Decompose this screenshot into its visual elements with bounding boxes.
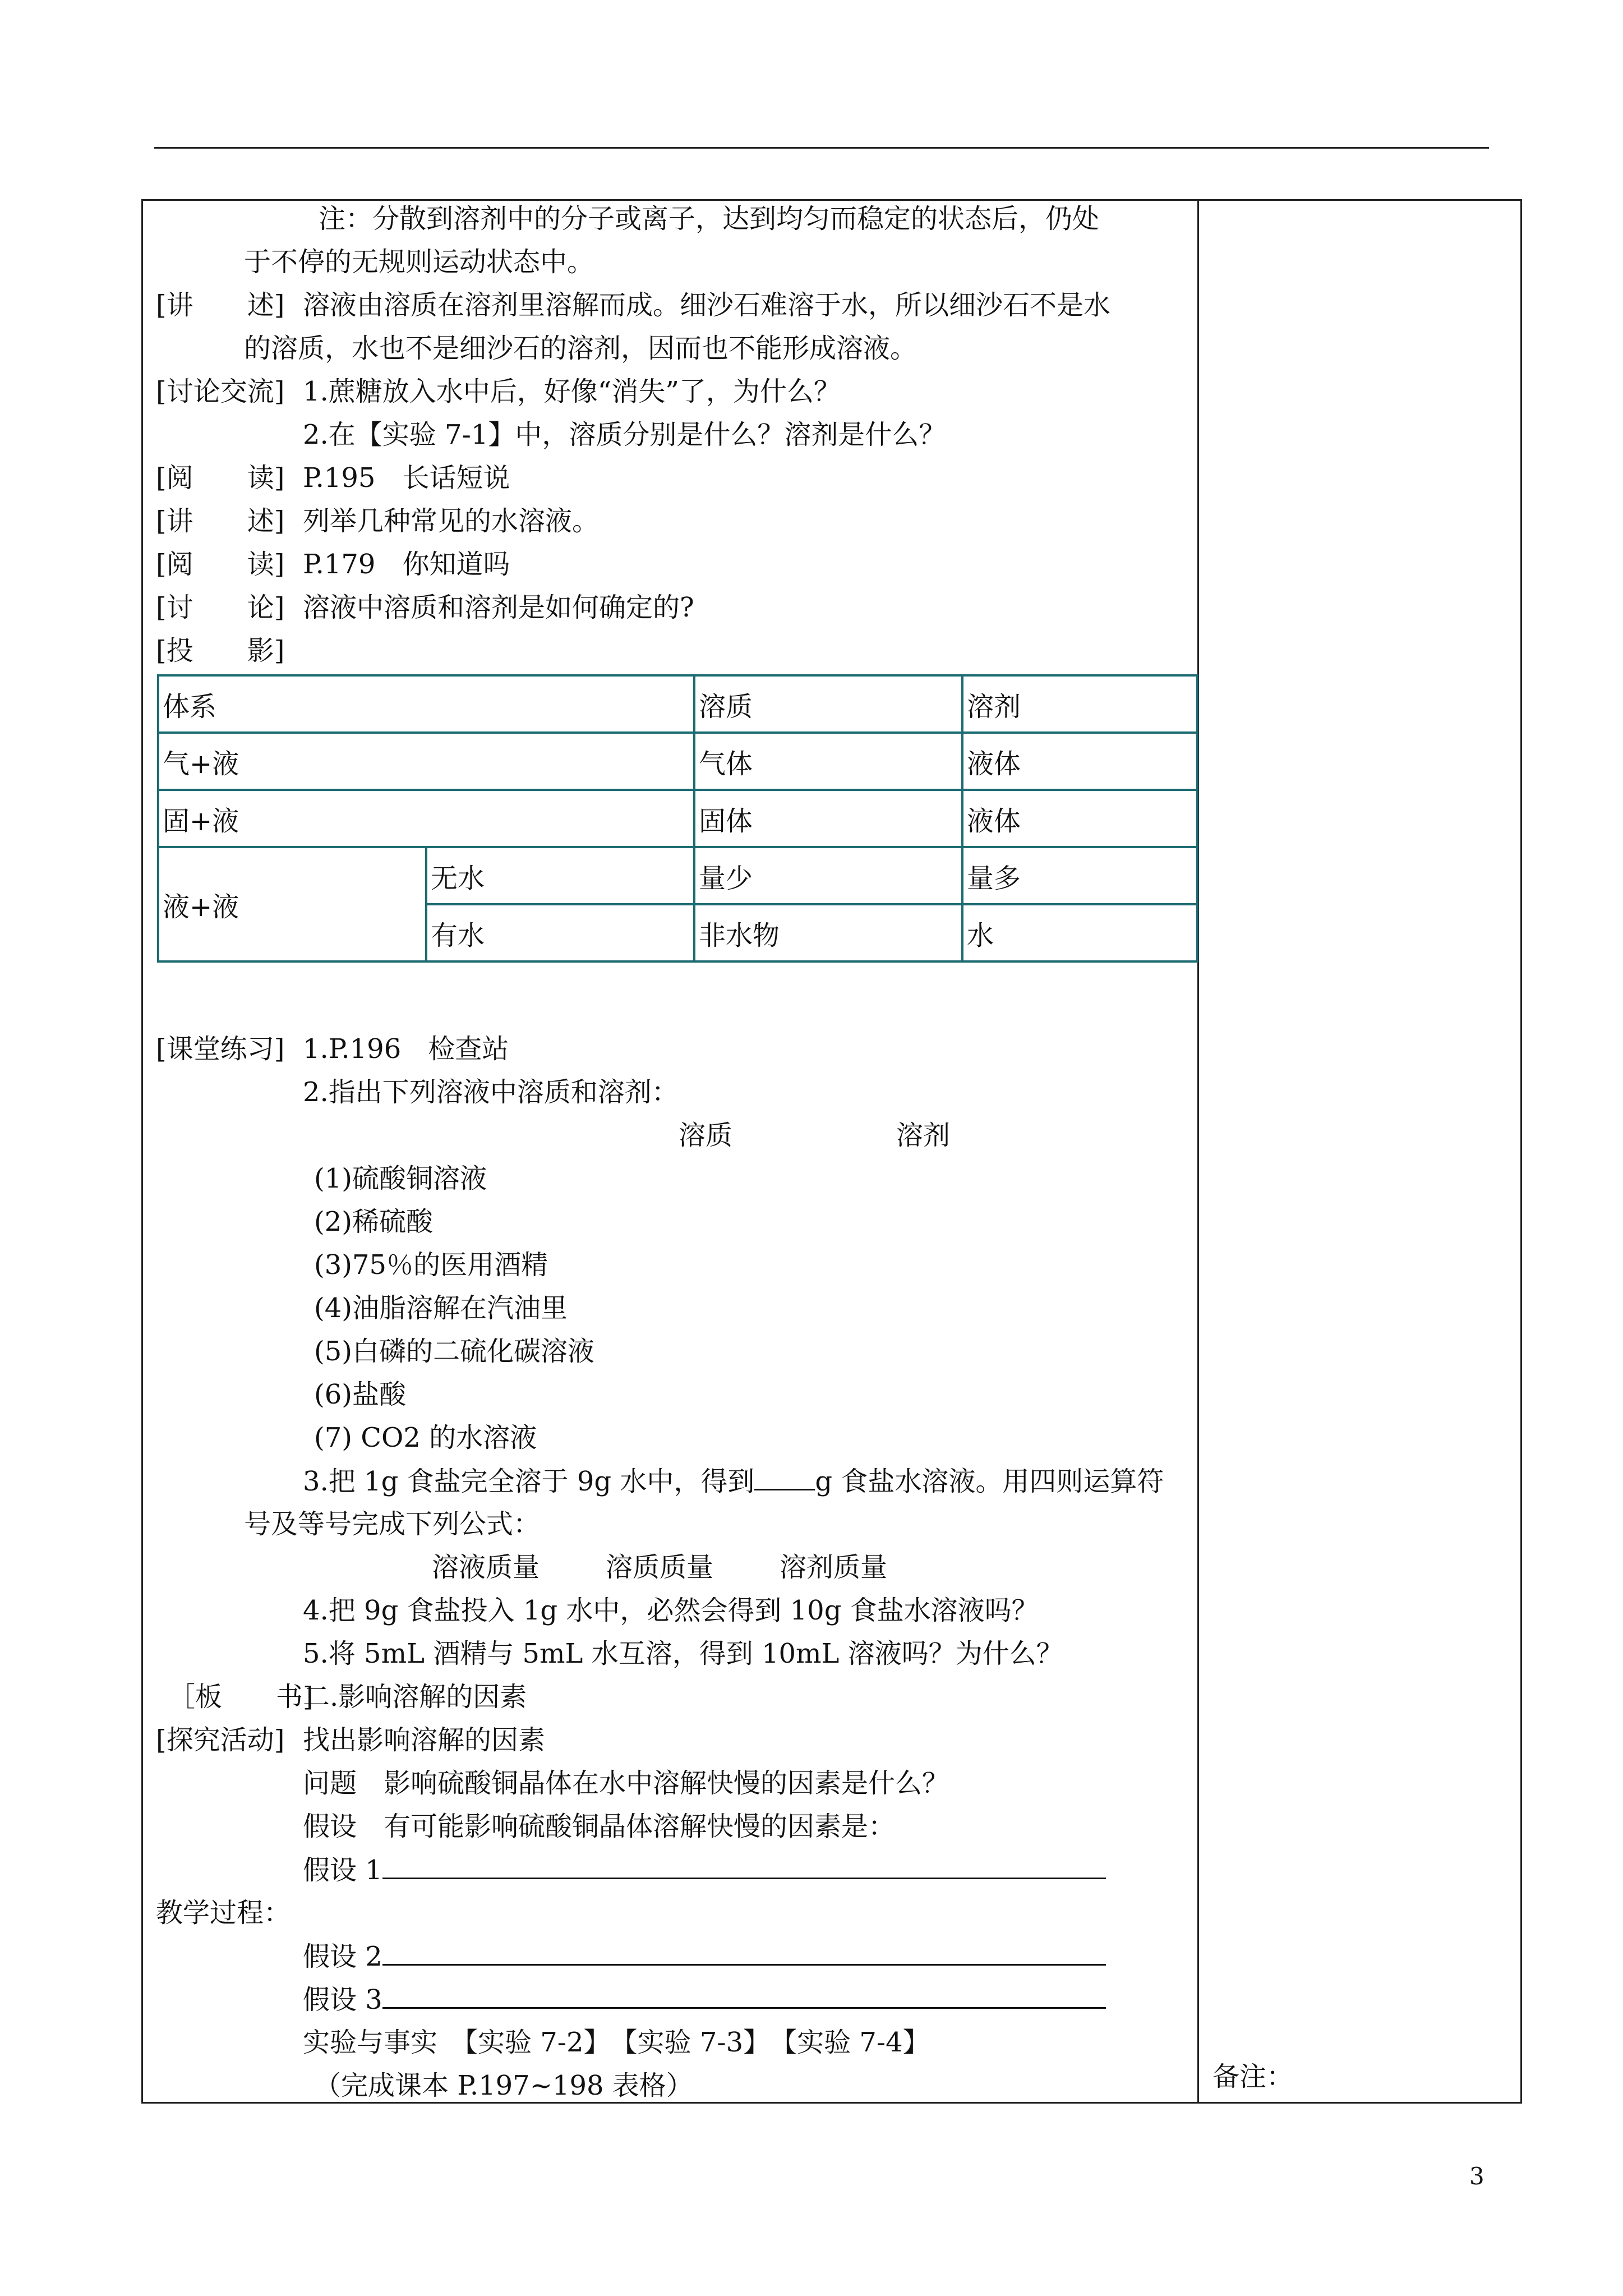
note-line-2: 于不停的无规则运动状态中。	[244, 246, 594, 278]
table-header-system: 体系	[158, 675, 694, 733]
tag-discuss: [讨 论]	[156, 592, 285, 623]
formula-solute-mass: 溶质质量	[606, 1552, 714, 1583]
header-rule	[154, 147, 1489, 149]
inquiry-question: 问题 影响硫酸铜晶体在水中溶解快慢的因素是什么？	[303, 1768, 949, 1799]
discuss-text: 溶液中溶质和溶剂是如何确定的?	[303, 592, 694, 623]
list-item: (4)油脂溶解在汽油里	[314, 1292, 568, 1324]
tag-projection: [投 影]	[156, 635, 285, 666]
note-line-1: 注：分散到溶剂中的分子或离子，达到均匀而稳定的状态后，仍处	[319, 203, 1100, 234]
board-text: 二.影响溶解的因素	[303, 1681, 527, 1713]
practice-item-3	[303, 1464, 1164, 1498]
tag-practice: [课堂练习]	[156, 1033, 285, 1065]
table-row	[158, 790, 1197, 847]
formula-solution-mass: 溶液质量	[432, 1552, 540, 1583]
table-row	[158, 847, 1197, 904]
hypothesis-3-label: 假设 3	[303, 1984, 382, 2016]
practice-item-3-b: g 食盐水溶液。用四则运算符	[815, 1466, 1164, 1497]
list-item: (7) CO2 的水溶液	[314, 1422, 537, 1453]
hypothesis-3-blank	[382, 1982, 1106, 2009]
answer-blank	[754, 1464, 815, 1490]
column-label-solvent: 溶剂	[896, 1120, 951, 1151]
lecture-1-text-cont: 的溶质，水也不是细沙石的溶剂，因而也不能形成溶液。	[244, 333, 917, 364]
table-cell-liquid-liquid: 液+液	[158, 847, 426, 961]
tag-lecture-1: [讲 述]	[156, 289, 285, 321]
hypothesis-1-blank	[382, 1853, 1106, 1879]
column-label-solute: 溶质	[679, 1120, 733, 1151]
list-item: (3)75％的医用酒精	[314, 1249, 548, 1281]
remarks-column-divider	[1197, 199, 1199, 2104]
remarks-label: 备注：	[1212, 2061, 1294, 2092]
table-cell: 有水	[426, 904, 694, 961]
practice-item-3-cont: 号及等号完成下列公式：	[244, 1508, 541, 1540]
table-cell: 固体	[694, 790, 962, 847]
table-row	[158, 733, 1197, 790]
list-item: (2)稀硫酸	[314, 1206, 433, 1237]
reading-1-text: P.195 长话短说	[303, 462, 510, 494]
hypothesis-2-label: 假设 2	[303, 1941, 382, 1972]
formula-solvent-mass: 溶剂质量	[780, 1552, 888, 1583]
solute-solvent-table	[157, 674, 1198, 963]
practice-item-4: 4.把 9g 食盐投入 1g 水中，必然会得到 10g 食盐水溶液吗？	[303, 1595, 1039, 1626]
table-header-solvent: 溶剂	[962, 675, 1197, 733]
table-cell: 量多	[962, 847, 1197, 904]
experiments-line: 实验与事实 【实验 7-2】 【实验 7-3】 【实验 7-4】	[303, 2027, 930, 2058]
table-cell: 液体	[962, 733, 1197, 790]
hypothesis-3	[303, 1982, 1106, 2017]
tag-board: ［板 书]	[168, 1681, 313, 1713]
discussion-q2: 2.在【实验 7-1】中，溶质分别是什么？溶剂是什么？	[303, 419, 946, 450]
practice-item-1: 1.P.196 检查站	[303, 1033, 509, 1065]
tag-reading-1: [阅 读]	[156, 462, 285, 494]
practice-item-3-a: 3.把 1g 食盐完全溶于 9g 水中，得到	[303, 1466, 755, 1497]
inquiry-text: 找出影响溶解的因素	[303, 1724, 546, 1756]
discussion-q1: 1.蔗糖放入水中后，好像“消失”了，为什么？	[303, 376, 841, 407]
hypothesis-1	[303, 1853, 1106, 1887]
hypothesis-2	[303, 1939, 1106, 1973]
tag-lecture-2: [讲 述]	[156, 505, 285, 537]
practice-item-2: 2.指出下列溶液中溶质和溶剂：	[303, 1076, 679, 1108]
reading-2-text: P.179 你知道吗	[303, 549, 510, 580]
hypothesis-2-blank	[382, 1939, 1106, 1966]
table-cell: 固+液	[158, 790, 694, 847]
table-header-solute: 溶质	[694, 675, 962, 733]
table-cell: 气+液	[158, 733, 694, 790]
table-cell: 量少	[694, 847, 962, 904]
table-header-row	[158, 675, 1197, 733]
lecture-1-text: 溶液由溶质在溶剂里溶解而成。细沙石难溶于水，所以细沙石不是水	[303, 289, 1111, 321]
inquiry-hypothesis: 假设 有可能影响硫酸铜晶体溶解快慢的因素是：	[303, 1811, 896, 1842]
tag-inquiry: [探究活动]	[156, 1724, 285, 1756]
table-cell: 液体	[962, 790, 1197, 847]
lecture-2-text: 列举几种常见的水溶液。	[303, 505, 600, 537]
table-cell: 气体	[694, 733, 962, 790]
tag-discussion: [讨论交流]	[156, 376, 285, 407]
table-cell: 水	[962, 904, 1197, 961]
table-cell: 非水物	[694, 904, 962, 961]
practice-item-5: 5.将 5mL 酒精与 5mL 水互溶，得到 10mL 溶液吗？为什么？	[303, 1638, 1063, 1669]
table-cell: 无水	[426, 847, 694, 904]
teaching-process-label: 教学过程：	[156, 1897, 291, 1929]
list-item: (6)盐酸	[314, 1379, 406, 1410]
list-item: (1)硫酸铜溶液	[314, 1163, 487, 1194]
page-number: 3	[1469, 2162, 1484, 2190]
hypothesis-1-label: 假设 1	[303, 1855, 382, 1886]
tag-reading-2: [阅 读]	[156, 549, 285, 580]
list-item: (5)白磷的二硫化碳溶液	[314, 1336, 594, 1367]
complete-table-note: （完成课本 P.197~198 表格）	[314, 2070, 693, 2101]
